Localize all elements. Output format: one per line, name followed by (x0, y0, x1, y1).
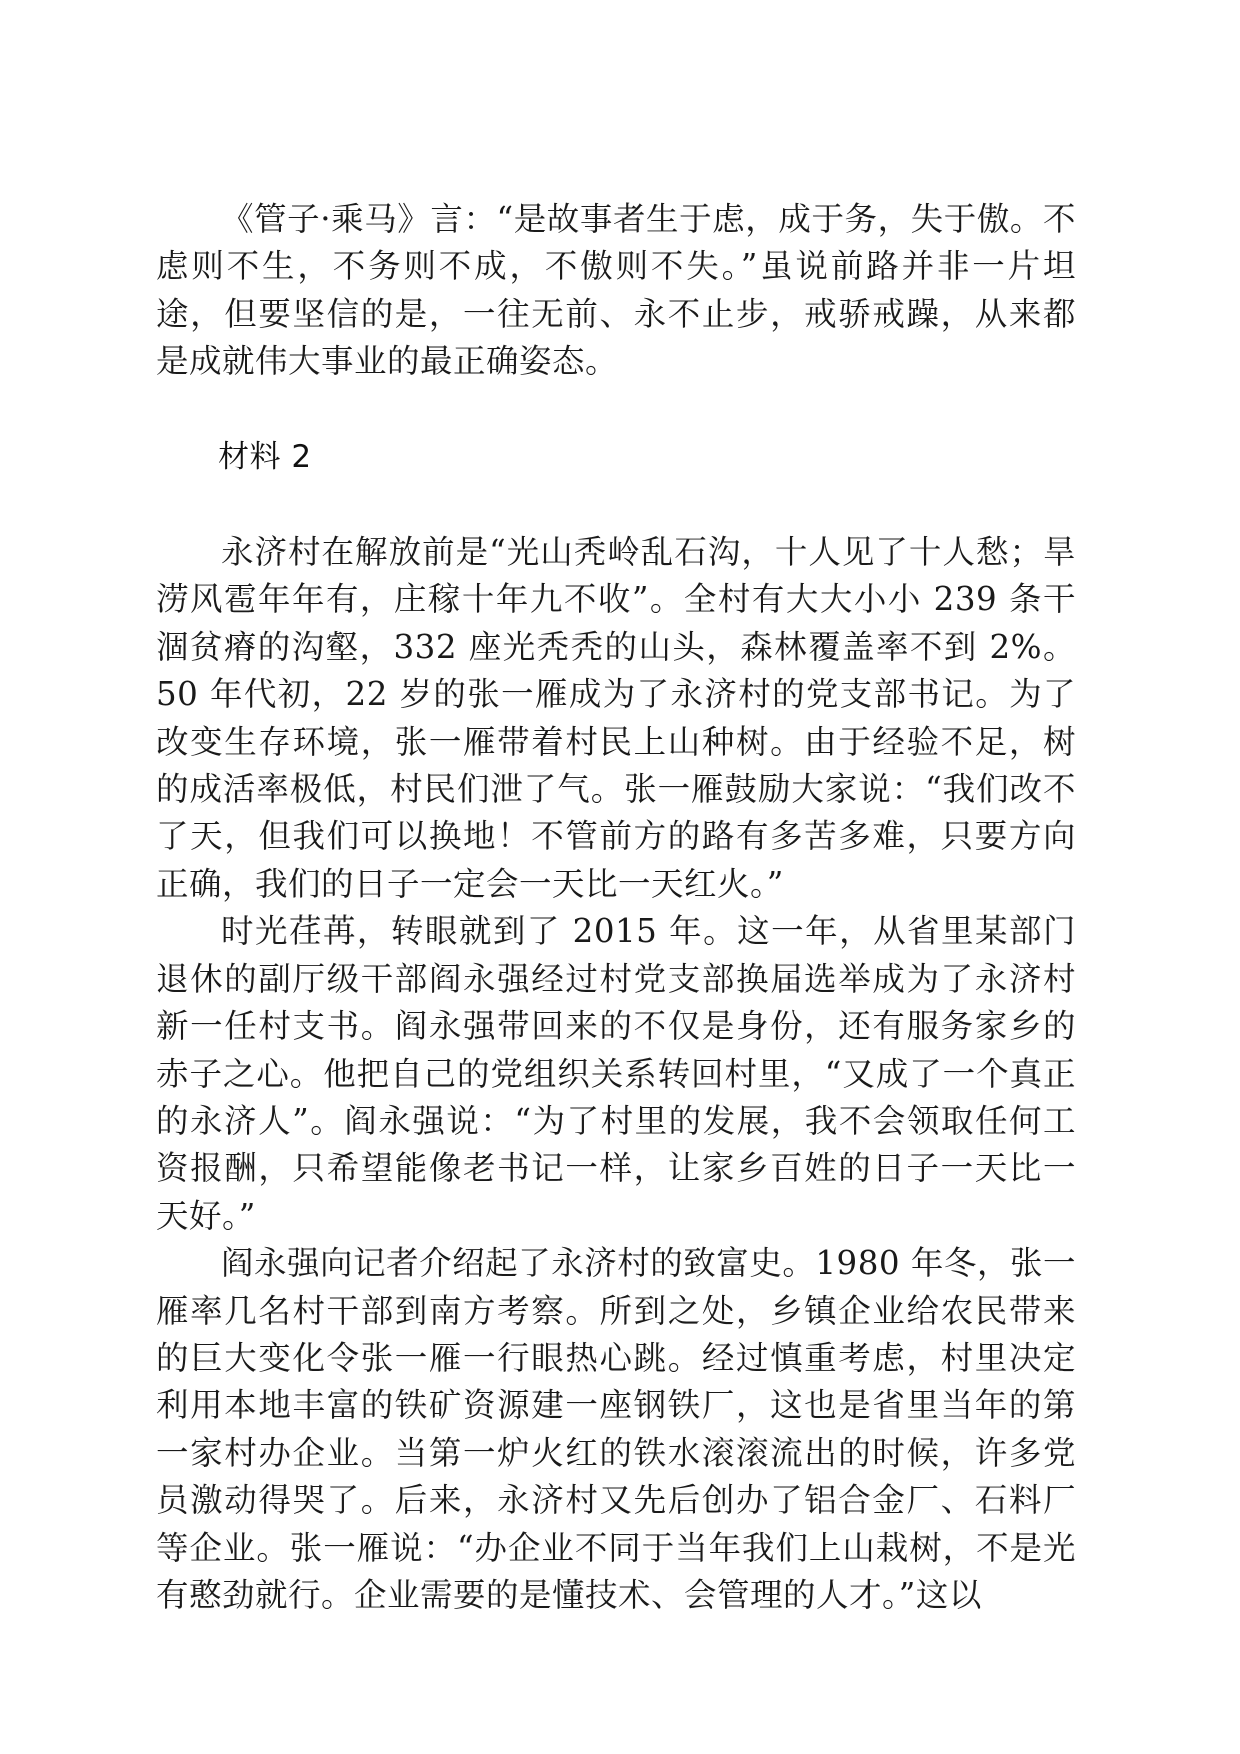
body-paragraph-3: 阎永强向记者介绍起了永济村的致富史。1980 年冬，张一雁率几名村干部到南方考察。所到之处，乡镇企业给农民带来的巨大变化令张一雁一行眼热心跳。经过慎重考虑，村里决定利用本地丰富的铁矿资源建一座钢铁厂，这也是省里当年的第一家村办企业。当第一炉火红的铁水滚滚流出的时候，许多党员激动得哭了。后来，永济村又先后创办了铝合金厂、石料厂等企业。张一雁说：“办企业不同于当年我们上山栽树，不是光有憨劲就行。企业需要的是懂技术、会管理的人才。”这以 (156, 1244, 1076, 1614)
intro-paragraph: 《管子·乘马》言：“是故事者生于虑，成于务，失于傲。不虑则不生，不务则不成，不傲则不失。”虽说前路并非一片坦途，但要坚信的是，一往无前、永不止步，戒骄戒躁，从来都是成就伟大事业的最正确姿态。 (156, 200, 1076, 381)
section-heading: 材料 2 (218, 438, 312, 475)
body-paragraph-1: 永济村在解放前是“光山秃岭乱石沟，十人见了十人愁；旱涝风雹年年有，庄稼十年九不收”。全村有大大小小 239 条干涸贫瘠的沟壑，332 座光秃秃的山头，森林覆盖率不到 2%。50 年代初，22 岁的张一雁成为了永济村的党支部书记。为了改变生存环境，张一雁带着村民上山种树。由于经验不足，树的成活率极低，村民们泄了气。张一雁鼓励大家说：“我们改不了天，但我们可以换地！不管前方的路有多苦多难，只要方向正确，我们的日子一定会一天比一天红火。” (156, 533, 1076, 903)
body-paragraph-2: 时光荏苒，转眼就到了 2015 年。这一年，从省里某部门退休的副厅级干部阎永强经过村党支部换届选举成为了永济村新一任村支书。阎永强带回来的不仅是身份，还有服务家乡的赤子之心。他把自己的党组织关系转回村里，“又成了一个真正的永济人”。阎永强说：“为了村里的发展，我不会领取任何工资报酬，只希望能像老书记一样，让家乡百姓的日子一天比一天好。” (156, 912, 1076, 1235)
document-body (156, 196, 1076, 1619)
